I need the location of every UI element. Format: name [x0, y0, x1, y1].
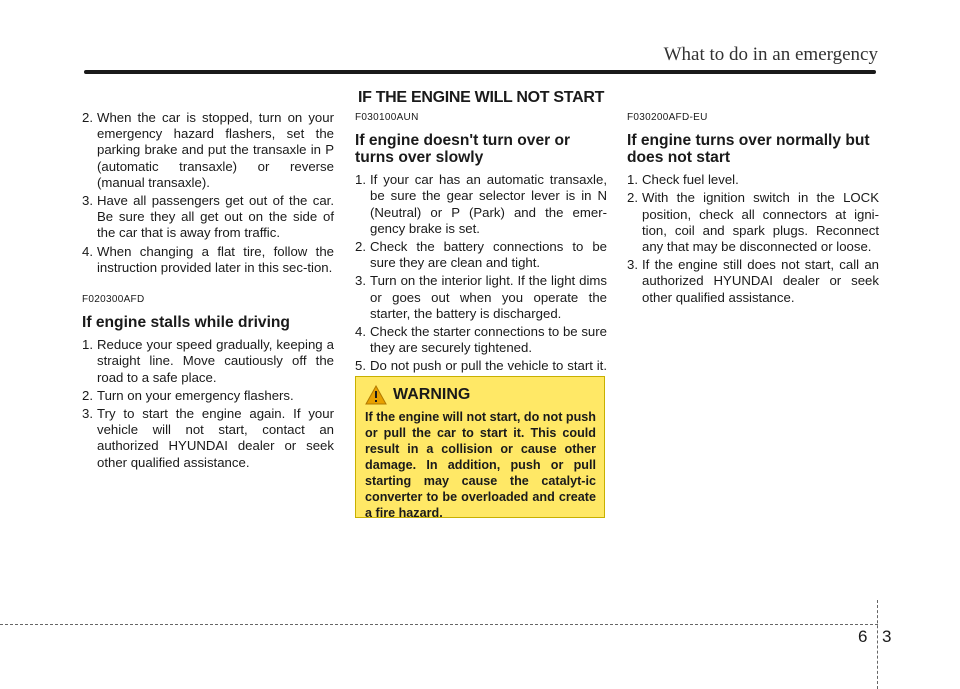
- reference-code: F030200AFD-EU: [627, 112, 708, 123]
- reference-code: F020300AFD: [82, 294, 145, 306]
- warning-body: If the engine will not start, do not push or pull the car to start it. This could result in a collision or cause other damage. In addition, push or pull starting may cause the catalyt-ic converter to be overloaded and create a fire hazard.: [365, 410, 596, 520]
- list-item: 3. Turn on the interior light. If the light dims or goes out when you operate the starter, the battery is discharged.: [355, 273, 607, 321]
- list-item: 1. If your car has an automatic transaxle, be sure the gear selector lever is in N (Neutral) or P (Park) and the emer-gency brake is set.: [355, 172, 607, 236]
- header-title: What to do in an emergency: [663, 44, 878, 65]
- list-item: 1. Check fuel level.: [627, 172, 739, 188]
- footer-divider: [877, 600, 878, 689]
- page-number: 3: [882, 627, 892, 646]
- column-3: [627, 110, 879, 308]
- subsection-heading: If engine doesn't turn over or turns over slowly: [355, 132, 571, 167]
- list-item: 2. With the ignition switch in the LOCK position, check all connectors at igni-tion, coil and spark plugs. Reconnect any that may be disconnected or loose.: [627, 190, 879, 255]
- list-item: 3. Try to start the engine again. If your vehicle will not start, contact an authorized HYUNDAI dealer or seek other qualified assistance.: [82, 406, 334, 470]
- subsection-heading: If engine stalls while driving: [82, 314, 290, 332]
- warning-triangle-icon: [365, 385, 387, 405]
- column-2: [355, 110, 607, 393]
- list-item: 4. Check the starter connections to be sure they are securely tightened.: [355, 324, 607, 356]
- list-item: 2. When the car is stopped, turn on your emergency hazard flashers, set the parking brake and put the transaxle in P (automatic transaxle) or reverse (manual transaxle).: [82, 110, 334, 190]
- list-item: 5. Do not push or pull the vehicle to start it.: [355, 358, 607, 374]
- list-item: 2. Check the battery connections to be sure they are clean and tight.: [355, 239, 607, 271]
- subsection-heading: If engine turns over normally but does not start: [627, 132, 870, 167]
- reference-code: F030100AUN: [355, 112, 419, 123]
- column-1: [82, 110, 334, 473]
- header-rule: [84, 70, 876, 74]
- footer-rule: [0, 624, 878, 625]
- list-item: 2. Turn on your emergency flashers.: [82, 387, 294, 403]
- warning-title: WARNING: [393, 386, 471, 403]
- section-title: IF THE ENGINE WILL NOT START: [356, 84, 606, 112]
- chapter-number: 6: [858, 627, 868, 646]
- list-item: 4. When changing a flat tire, follow the instruction provided later in this sec-tion.: [82, 243, 334, 275]
- list-item: 1. Reduce your speed gradually, keeping a straight line. Move cautiously off the road to a safe place.: [82, 337, 334, 385]
- warning-header: [365, 385, 596, 405]
- list-item: 3. Have all passengers get out of the car. Be sure they all get out on the side of the car that is away from traffic.: [82, 193, 334, 241]
- warning-box: [355, 376, 605, 518]
- list-item: 3. If the engine still does not start, call an authorized HYUNDAI dealer or seek other qualified assistance.: [627, 257, 879, 305]
